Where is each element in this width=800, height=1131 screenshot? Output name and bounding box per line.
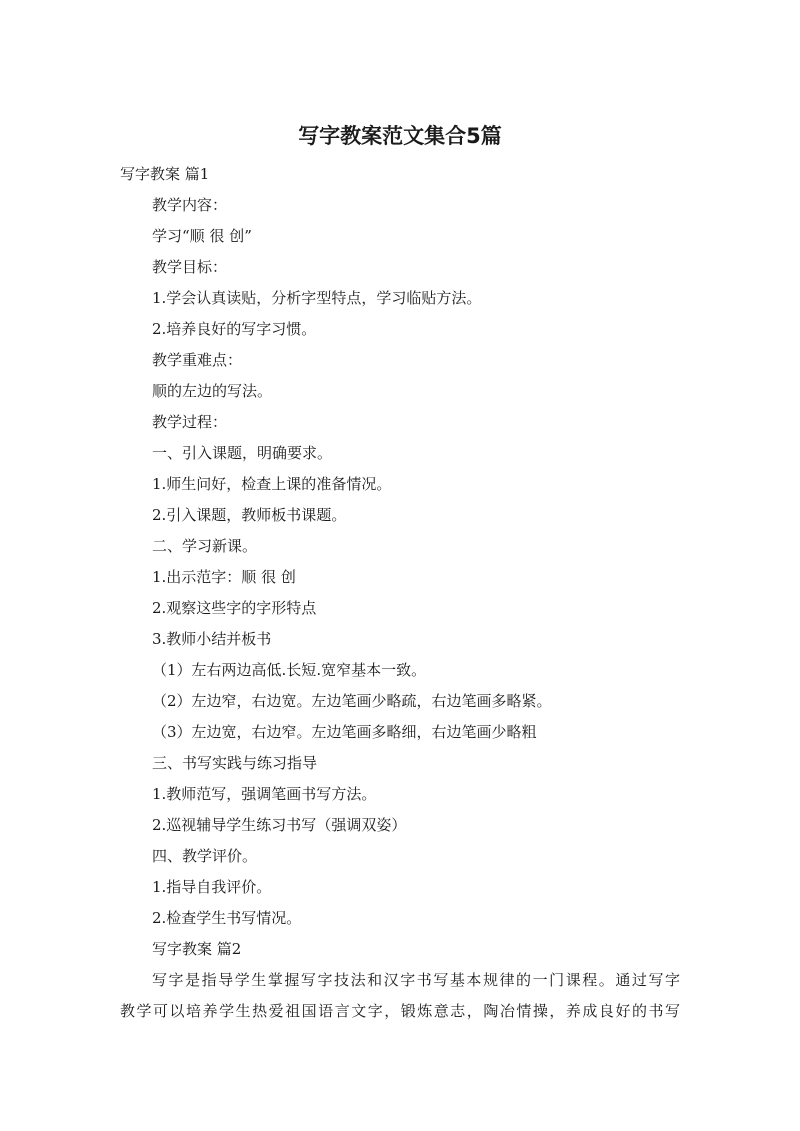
text-line: 教学过程： [152,413,228,431]
text-line: （1）左右两边高低.长短.宽窄基本一致。 [152,661,427,679]
text-line: 2.引入课题，教师板书课题。 [152,506,347,524]
text-line: 顺的左边的写法。 [152,382,273,400]
text-line: 3.教师小结并板书 [152,630,272,648]
text-line: 教学内容： [152,196,228,214]
text-line: 教学重难点： [152,351,243,369]
text-line: （3）左边宽，右边窄。左边笔画多略细，右边笔画少略粗 [152,723,537,741]
text-line: （2）左边窄，右边宽。左边笔画少略疏，右边笔画多略紧。 [152,692,552,710]
text-line: 学习“顺 很 创” [152,227,252,245]
page-title: 写字教案范文集合5篇 [298,124,502,148]
document-body [120,159,680,1027]
text-line: 2.巡视辅导学生练习书写（强调双姿） [152,816,407,834]
section-heading: 写字教案 篇2 [152,940,242,958]
text-line: 1.师生问好，检查上课的准备情况。 [152,475,392,493]
text-line: 1.学会认真读贴，分析字型特点，学习临贴方法。 [152,289,482,307]
paragraph-line: 写字是指导学生掌握写字技法和汉字书写基本规律的一门课程。通过写字 [152,971,680,989]
text-line: 教学目标： [152,258,228,276]
text-line: 一、引入课题，明确要求。 [152,444,333,462]
text-line: 二、学习新课。 [152,537,258,555]
text-line: 四、教学评价。 [152,847,258,865]
text-line: 2.培养良好的写字习惯。 [152,320,317,338]
section-heading: 写字教案 篇1 [120,165,210,183]
paragraph-line: 教学可以培养学生热爱祖国语言文字，锻炼意志，陶冶情操，养成良好的书写 [120,1002,680,1020]
text-line: 三、书写实践与练习指导 [152,754,318,772]
paragraph [120,965,680,1027]
text-line: 1.出示范字：顺 很 创 [152,568,296,586]
text-line: 2.观察这些字的字形特点 [152,599,317,617]
text-line: 1.指导自我评价。 [152,878,272,896]
text-line: 1.教师范写，强调笔画书写方法。 [152,785,377,803]
text-line: 2.检查学生书写情况。 [152,909,302,927]
